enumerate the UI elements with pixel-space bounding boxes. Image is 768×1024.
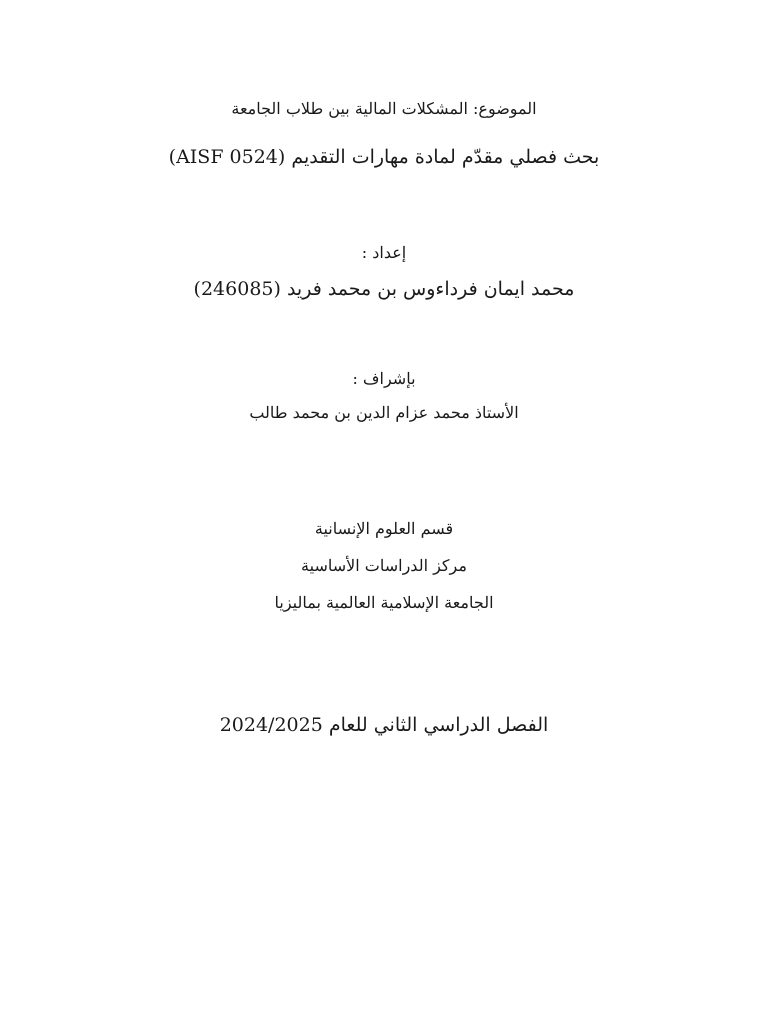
course-title: بحث فصلي مقدّم لمادة مهارات التقديم (AISF 0524) [168, 146, 600, 168]
supervisor-name: الأستاذ محمد عزام الدين بن محمد طالب [249, 403, 519, 422]
supervised-by-label: بإشراف : [352, 369, 416, 388]
research-topic: الموضوع: المشكلات المالية بين طلاب الجامعة [231, 99, 537, 118]
university-name: الجامعة الإسلامية العالمية بماليزيا [274, 593, 494, 612]
student-name: محمد ايمان فرداءوس بن محمد فريد (246085) [193, 278, 575, 300]
department-name: قسم العلوم الإنسانية [314, 519, 454, 538]
prepared-by-label: إعداد : [361, 243, 407, 262]
centre-name: مركز الدراسات الأساسية [301, 556, 467, 575]
semester-info: الفصل الدراسي الثاني للعام 2024/2025 [219, 714, 549, 736]
